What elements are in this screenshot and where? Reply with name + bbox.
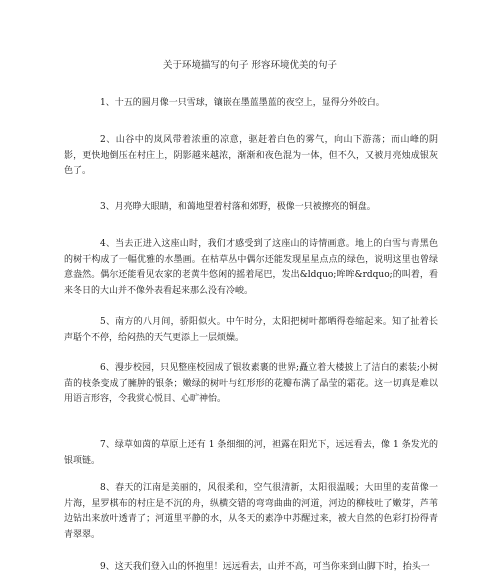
paragraph-8: 8、春天的江南是美丽的，风很柔和，空气很清新，太阳很温暖；大田里的麦苗像一片海，星罗棋布的村庄是不沉的舟，纵横交错的弯弯曲曲的河道，河边的柳枝吐了嫩芽，芦苇边钻出来放叶透青了；河道里平静的水，从冬天的素净中苏醒过来，被大自然的色彩打扮得青青翠翠。 <box>64 483 438 540</box>
paragraph-9: 9、这天我们登入山的怀抱里！远远看去，山并不高，可当你来到山脚下时，抬头一 <box>100 562 430 572</box>
paragraph-7: 7、绿草如茵的草原上还有 1 条细细的河，袒露在阳光下，远远看去，像 1 条发光的银项链。 <box>64 440 438 466</box>
page-title: 关于环境描写的句子 形容环境优美的句子 <box>162 60 338 71</box>
paragraph-3: 3、月亮睁大眼睛，和蔼地望着村落和郊野，极像一只被擦亮的铜盘。 <box>100 202 376 212</box>
paragraph-5: 5、南方的八月间，骄阳似火。中午时分，太阳把树叶都晒得卷缩起来。知了扯着长声聒个不停，给闷热的天气更添上一层烦燥。 <box>64 317 438 343</box>
paragraph-2: 2、山谷中的岚风带着浓重的凉意，驱赶着白色的雾气，向山下游荡；而山峰的阴影，更快地倒压在村庄上，阴影越来越浓，渐渐和夜色混为一体，但不久，又被月亮烛成银灰色了。 <box>64 135 438 176</box>
paragraph-1: 1、十五的圆月像一只雪球，镶嵌在墨蓝墨蓝的夜空上，显得分外皎白。 <box>100 98 385 108</box>
paragraph-4: 4、当去正进入这座山时，我们才感受到了这座山的诗情画意。地上的白雪与青黑色的树干构成了一幅优雅的水墨画。在枯草丛中偶尔还能发现星星点点的绿色，说明这里也曾绿意盎然。偶尔还能看见农家的老黄牛悠闲的摇着尾巴，发出&ldquo;哞哞&rdquo;的叫着，看来冬日的大山并不像外表看起来那么没有冷峻。 <box>64 239 438 296</box>
paragraph-6: 6、漫步校园，只见整座校园成了银妆素裹的世界;矗立着大楼披上了洁白的素装;小树苗的枝条变成了臃肿的银条；嫩绿的树叶与红形形的花瓣布满了晶莹的霜花。这一切真是难以用语言形容，令我赏心悦目、心旷神怡。 <box>64 363 438 404</box>
